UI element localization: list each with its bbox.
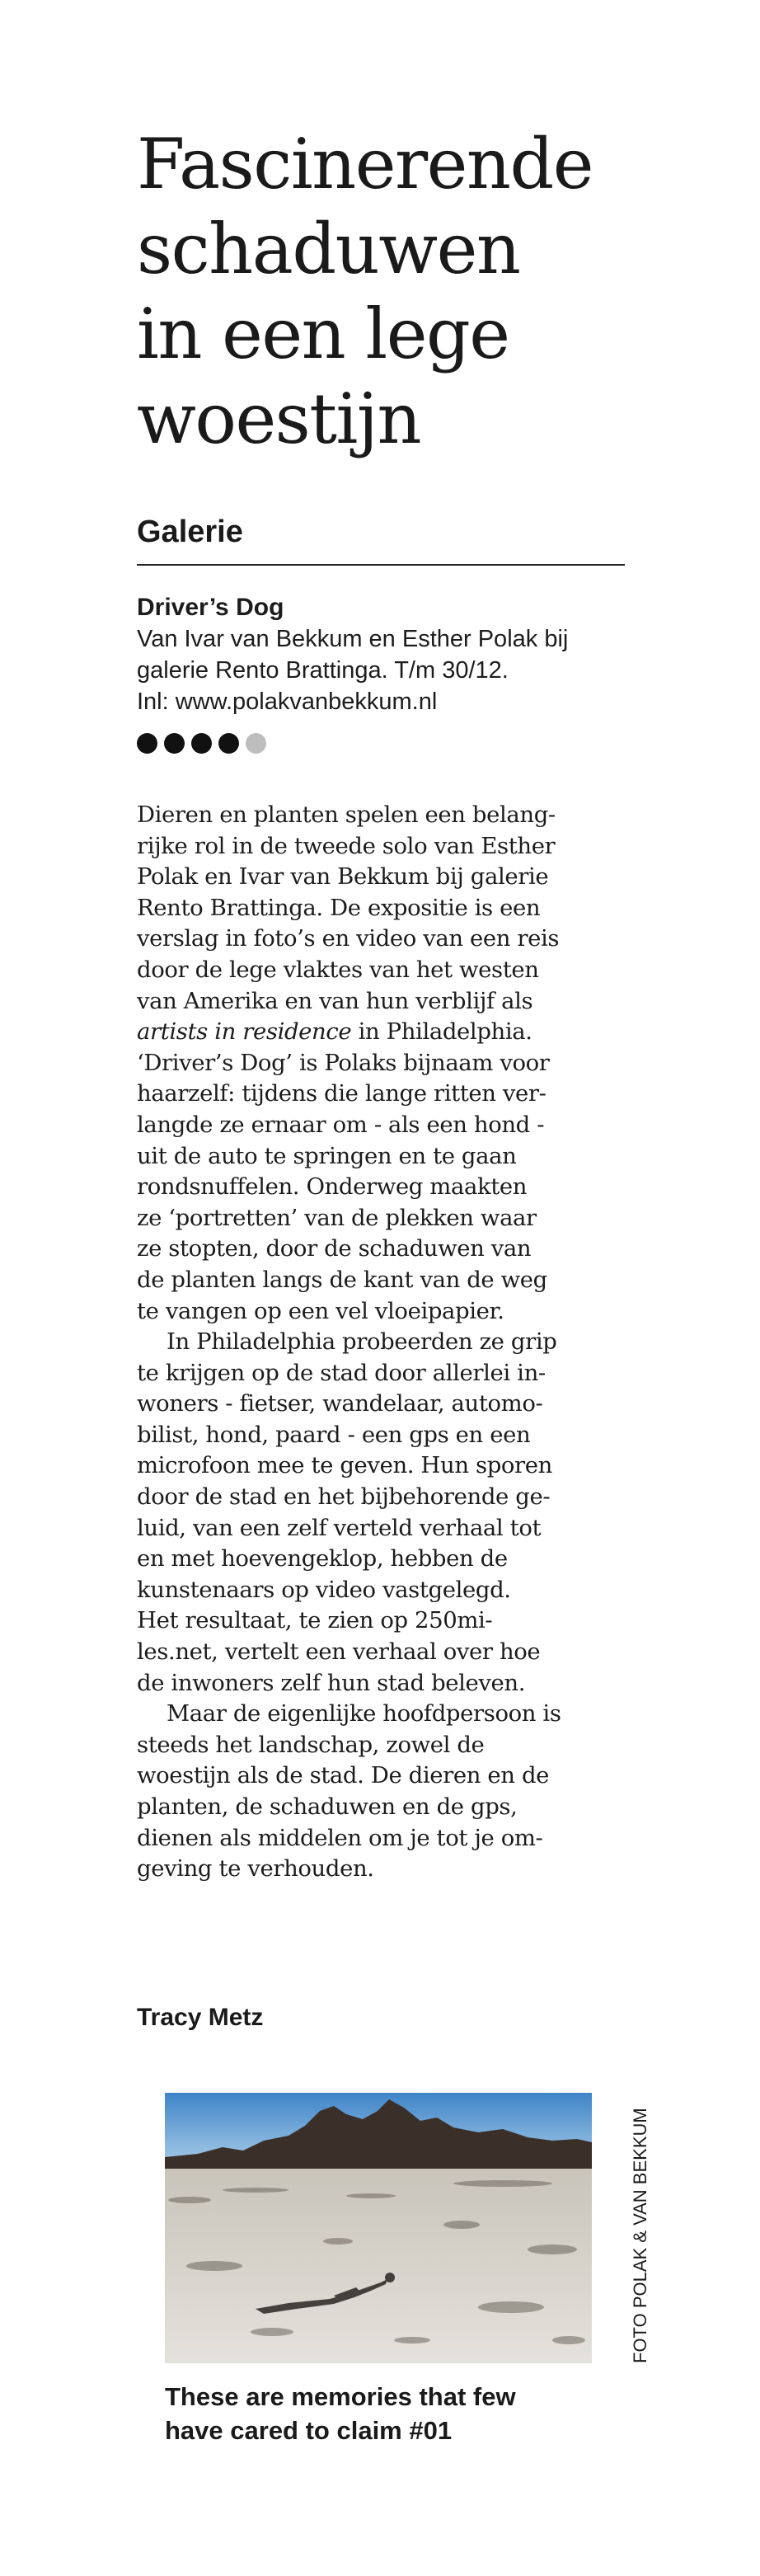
body-line: dienen als middelen om je tot je om- bbox=[137, 1824, 543, 1851]
exhibition-info bbox=[137, 592, 631, 717]
headline-line: schaduwen bbox=[137, 209, 520, 289]
body-line: ze ‘portretten’ van de plekken waar bbox=[137, 1204, 537, 1231]
body-line: langde ze ernaar om - als een hond - bbox=[137, 1111, 545, 1138]
headline-line: woestijn bbox=[137, 378, 421, 459]
body-line: Rento Brattinga. De expositie is een bbox=[137, 894, 541, 921]
body-line: ‘Driver’s Dog’ is Polaks bijnaam voor bbox=[137, 1049, 550, 1076]
caption-line: These are memories that few bbox=[165, 2382, 516, 2411]
body-line: te krijgen op de stad door allerlei in- bbox=[137, 1359, 546, 1386]
article-body bbox=[137, 800, 631, 1885]
body-line: Maar de eigenlijke hoofdpersoon is bbox=[167, 1700, 561, 1728]
section-divider bbox=[137, 564, 625, 566]
body-line: de inwoners zelf hun stad beleven. bbox=[137, 1669, 526, 1696]
body-line: ze stopten, door de schaduwen van bbox=[137, 1235, 532, 1262]
photo-credit: FOTO POLAK & VAN BEKKUM bbox=[630, 2108, 650, 2363]
body-line: van Amerika en van hun verblijf als bbox=[137, 987, 533, 1014]
body-line: rijke rol in de tweede solo van Esther bbox=[137, 832, 556, 859]
headline-line: Fascinerende bbox=[137, 124, 593, 204]
body-line: uit de auto te springen en te gaan bbox=[137, 1142, 517, 1169]
body-line: steeds het landschap, zowel de bbox=[137, 1731, 485, 1758]
body-line: door de lege vlaktes van het westen bbox=[137, 956, 539, 983]
body-line: bilist, hond, paard - een gps en een bbox=[137, 1421, 531, 1448]
body-line: Polak en Ivar van Bekkum bij galerie bbox=[137, 863, 549, 891]
italic-phrase: artists in residence bbox=[137, 1018, 352, 1046]
paragraph-3 bbox=[137, 1699, 631, 1885]
info-line: Van Ivar van Bekkum en Esther Polak bij bbox=[137, 626, 569, 652]
body-line: Dieren en planten spelen een belang- bbox=[137, 801, 556, 828]
body-line bbox=[137, 1017, 631, 1048]
exhibition-title: Driver’s Dog bbox=[137, 594, 284, 621]
rating-dots bbox=[137, 733, 266, 754]
rating-dot-filled bbox=[218, 733, 239, 754]
body-line: luid, van een zelf verteld verhaal tot bbox=[137, 1514, 542, 1541]
info-line: galerie Rento Brattinga. T/m 30/12. bbox=[137, 657, 509, 684]
paragraph-2 bbox=[137, 1327, 631, 1699]
body-line: rondsnuffelen. Onderweg maakten bbox=[137, 1173, 528, 1201]
photo-caption bbox=[165, 2380, 626, 2447]
headline-line: in een lege bbox=[137, 294, 509, 374]
body-line: les.net, vertelt een verhaal over hoe bbox=[137, 1638, 541, 1666]
rating-dot-filled bbox=[191, 733, 212, 754]
body-line: verslag in foto’s en video van een reis bbox=[137, 925, 560, 952]
body-line: haarzelf: tijdens die lange ritten ver- bbox=[137, 1080, 547, 1107]
body-line: planten, de schaduwen en de gps, bbox=[137, 1793, 518, 1820]
rating-dot-filled bbox=[164, 733, 185, 754]
rating-dot-filled bbox=[137, 733, 157, 754]
caption-line: have cared to claim #01 bbox=[165, 2416, 453, 2445]
paragraph-1 bbox=[137, 800, 631, 1327]
body-line: door de stad en het bijbehorende ge- bbox=[137, 1483, 551, 1511]
body-line: Het resultaat, te zien op 250mi- bbox=[137, 1607, 493, 1634]
info-line: Inl: www.polakvanbekkum.nl bbox=[137, 689, 438, 715]
section-label: Galerie bbox=[137, 515, 243, 549]
body-line: microfoon mee te geven. Hun sporen bbox=[137, 1452, 552, 1479]
body-line: de planten langs de kant van de weg bbox=[137, 1266, 547, 1293]
body-line: woners - fietser, wandelaar, automo- bbox=[137, 1390, 543, 1417]
body-line: In Philadelphia probeerden ze grip bbox=[167, 1328, 557, 1356]
author-byline: Tracy Metz bbox=[137, 2004, 264, 2031]
body-line: te vangen op een vel vloeipapier. bbox=[137, 1297, 504, 1324]
body-text: in Philadelphia. bbox=[351, 1018, 532, 1046]
desert-landscape-image bbox=[165, 2093, 592, 2363]
body-line: woestijn als de stad. De dieren en de bbox=[137, 1762, 550, 1789]
rating-dot-empty bbox=[246, 733, 266, 754]
article-headline bbox=[137, 122, 648, 462]
body-line: geving te verhouden. bbox=[137, 1855, 374, 1883]
body-line: kunstenaars op video vastgelegd. bbox=[137, 1576, 511, 1603]
desert-photo bbox=[165, 2093, 592, 2363]
body-line: en met hoevengeklop, hebben de bbox=[137, 1545, 508, 1572]
